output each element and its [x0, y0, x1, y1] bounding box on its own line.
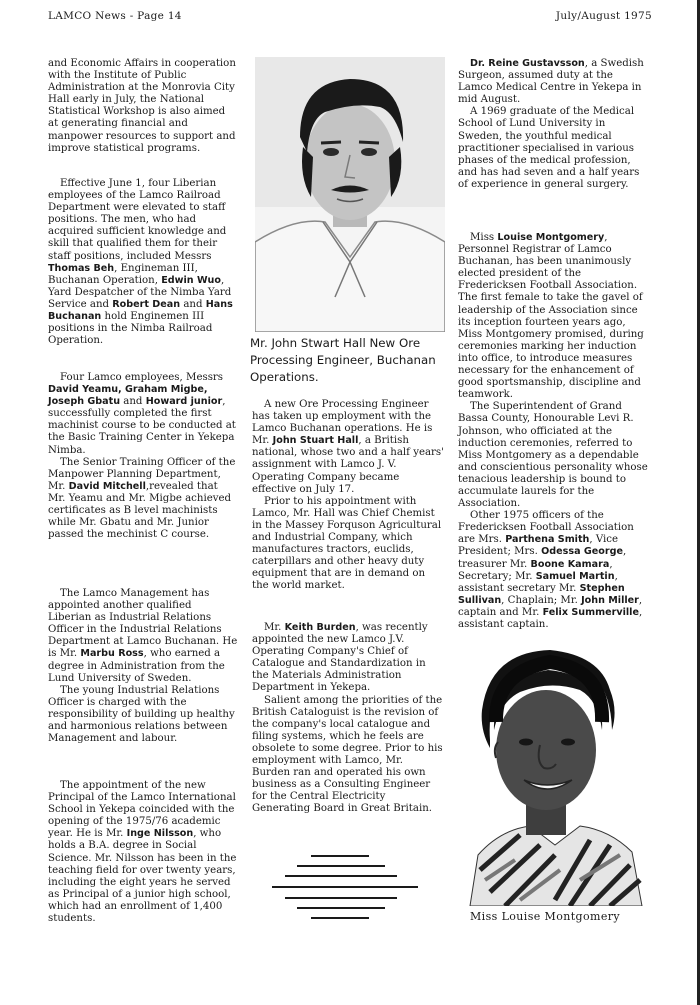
person-name: Marbu Ross [80, 648, 144, 660]
paragraph: A 1969 graduate of the Medical School of Lund University in Sweden, the youthful medical practitioner specialised in various phases of the medical profession, and has had seven and a half years of experience in general surgery. [458, 106, 640, 190]
article-machinist-course [48, 372, 238, 541]
person-name: Boone Kamara [530, 558, 610, 570]
article-school-principal [48, 780, 238, 925]
paragraph: The Superintendent of Grand Bassa County, Honourable Levi R. Johnson, who officiated at the induction ceremonies, referred to Miss Montgomery as a dependable and conscientious personality whose tenacious leadership is bound to accumulate laurels for the Association. [458, 401, 648, 510]
paragraph: The Senior Training Officer of the Manpower Planning Department, Mr. David Mitchell,revealed that Mr. Yeamu and Mr. Migbe achieved certificates as B level machinists while Mr. Gbatu and Mr. Junior passed the mechinist C course. [48, 456, 236, 541]
person-name: Louise Montgomery [497, 232, 605, 243]
paragraph: A new Ore Processing Engineer has taken up employment with the Lamco Buchanan operations. He is Mr. John Stuart Hall, a British national, whose two and a half years' assignment with Lamco J. V. Operating Company became effective on July 17. [252, 399, 444, 495]
paragraph: Four Lamco employees, Messrs David Yeamu, Graham Migbe, Joseph Gbatu and Howard junior, successfully completed the first machinist course to be conducted at the Basic Training Center in Yekepa Nimba. [48, 372, 236, 456]
rule-line [311, 917, 369, 919]
person-name: Dr. Reine Gustavsson [470, 58, 585, 69]
john-hall-photo-caption: Mr. John Stwart Hall New Ore Processing Engineer, Buchanan Operations. [250, 336, 436, 384]
rule-line [297, 907, 385, 909]
rule-line [272, 886, 418, 888]
person-name: David Mitchell [68, 480, 146, 492]
person-name: Robert Dean [112, 298, 181, 310]
paragraph: Effective June 1, four Liberian employees of the Lamco Railroad Department were elevated to staff positions. The men, who had acquired sufficient knowledge and skill that qualified them for their staff positions, included Messrs Thomas Beh, Engineman III, Buchanan Operation, Edwin Wuo, Yard Despatcher of the Nimba Yard Service and Robert Dean and Hans Buchanan hold Enginemen III positions in the Nimba Railroad Operation. [48, 178, 233, 347]
article-catalogue-chief [252, 622, 444, 816]
paragraph: Miss Louise Montgomery, Personnel Registrar of Lamco Buchanan, has been unanimously elected president of the Fredericksen Football Association. The first female to take the gavel of leadership of the Association since its inception fourteen years ago, Miss Montgomery promised, during ceremonies marking her induction into office, to introduce measures necessary for the enhancement of good sportsmanship, discipline and teamwork. [458, 232, 644, 401]
rule-line [297, 865, 385, 867]
person-name: Keith Burden [284, 622, 356, 633]
page-header-right: July/August 1975 [555, 10, 652, 22]
paragraph: Dr. Reine Gustavsson, a Swedish Surgeon, assumed duty at the Lamco Medical Centre in Yekepa in mid August. [458, 58, 644, 106]
rule-line [285, 897, 397, 899]
article-railroad-promotions [48, 178, 238, 347]
person-name: Edwin Wuo [161, 274, 221, 286]
john-hall-photo [255, 57, 445, 332]
article-statistical-workshop [48, 58, 238, 155]
article-football-association [458, 232, 648, 631]
paragraph: Salient among the priorities of the British Cataloguist is the revision of the company's local catalogue and filing systems, which he feels are obsolete to some degree. Prior to his employment with Lamco, Mr. Burden ran and operated his own business as a Consulting Engineer for the Central Electricity Generating Board in Great Britain. [252, 694, 443, 815]
paragraph: and Economic Affairs in cooperation with the Institute of Public Administration at the Monrovia City Hall early in July, the National Statistical Workshop is also aimed at generating financial and manpower resources to support and improve statistical programs. [48, 58, 236, 154]
paragraph: The appointment of the new Principal of the Lamco International School in Yekepa coincided with the opening of the 1975/76 academic year. He is Mr. Inge Nilsson, who holds a B.A. degree in Social Science. Mr. Nilsson has been in the teaching field for over twenty years, including the eight years he served as Principal of a junior high school, which had an enrollment of 1,400 students. [48, 780, 237, 925]
person-name: Howard junior [145, 396, 223, 408]
person-name: Parthena Smith [505, 534, 590, 546]
rule-line [285, 875, 397, 877]
person-name: Hans Buchanan [48, 298, 233, 323]
paragraph: The young Industrial Relations Officer is charged with the responsibility of building up healthy and harmonious relations between Management and labour. [48, 684, 235, 745]
person-name: Inge Nilsson [126, 828, 194, 840]
person-name: Thomas Beh [48, 262, 115, 274]
person-name: John Miller [581, 594, 639, 606]
paragraph: Other 1975 officers of the Fredericksen Football Association are Mrs. Parthena Smith, Vice President; Mrs. Odessa George, treasurer Mr. Boone Kamara, Secretary; Mr. Samuel Martin, assistant secretary Mr. Stephen Sullivan, Chaplain; Mr. John Miller, captain and Mr. Felix Summerville, assistant captain. [458, 510, 643, 630]
article-ore-processing-engineer [252, 399, 444, 593]
paragraph: The Lamco Management has appointed another qualified Liberian as Industrial Relations Officer in the Industrial Relations Department at Lamco Buchanan. He is Mr. Marbu Ross, who earned a degree in Administration from the Lund University of Sweden. [48, 588, 238, 684]
person-name: Samuel Martin [535, 570, 615, 582]
person-name: Stephen Sullivan [458, 582, 625, 606]
person-name: David Yeamu, Graham Migbe, Joseph Gbatu [48, 384, 208, 408]
person-name: John Stuart Hall [272, 435, 359, 447]
louise-montgomery-photo-caption: Miss Louise Montgomery [470, 910, 621, 923]
louise-montgomery-photo [460, 630, 648, 906]
rule-line [311, 855, 369, 857]
article-new-surgeon [458, 58, 648, 191]
person-name: Odessa George [541, 546, 623, 558]
paragraph: Mr. Keith Burden, was recently appointed the new Lamco J.V. Operating Company's Chief of Catalogue and Standardization in the Materials Administration Department in Yekepa. [252, 622, 428, 694]
article-industrial-relations [48, 588, 238, 745]
paragraph: Prior to his appointment with Lamco, Mr. Hall was Chief Chemist in the Massey Forquson Agricultural and Industrial Company, which manufactures tractors, euclids, caterpillars and other heavy duty equipment that are in demand on the world market. [252, 495, 442, 592]
page-header-left: LAMCO News - Page 14 [48, 10, 182, 22]
person-name: Felix Summerville [542, 606, 639, 618]
